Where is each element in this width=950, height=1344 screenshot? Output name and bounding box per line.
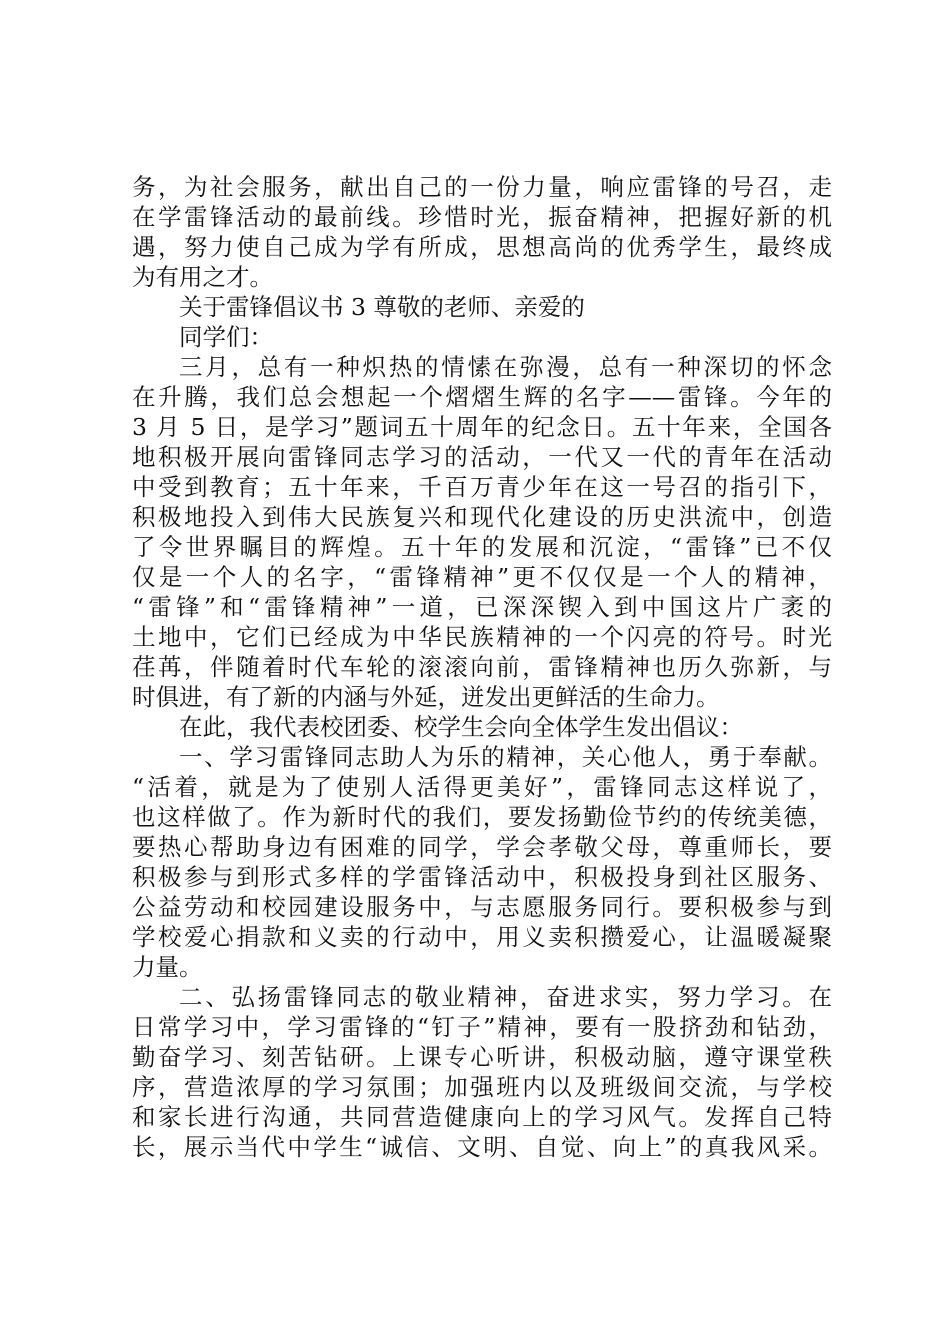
text-line: 为有用之才。 <box>132 263 273 291</box>
text-line: 时俱进，有了新的内涵与外延，迸发出更鲜活的生命力。 <box>132 683 720 711</box>
text-line: 序，营造浓厚的学习氛围；加强班内以及班级间交流，与学校 <box>132 1073 832 1101</box>
text-line: 务，为社会服务，献出自己的一份力量，响应雷锋的号召，走 <box>132 173 832 201</box>
text-line: 力量。 <box>132 953 203 981</box>
text-line: 遇，努力使自己成为学有所成，思想高尚的优秀学生，最终成 <box>132 233 832 261</box>
text-line: 了令世界瞩目的辉煌。五十年的发展和沉淀，“雷锋”已不仅 <box>132 533 832 561</box>
text-line: 中受到教育；五十年来，千百万青少年在这一号召的指引下， <box>132 473 832 501</box>
text-line: 积极地投入到伟大民族复兴和现代化建设的历史洪流中，创造 <box>132 503 832 531</box>
text-line: 荏苒，伴随着时代车轮的滚滚向前，雷锋精神也历久弥新，与 <box>132 653 832 681</box>
text-line: 一、学习雷锋同志助人为乐的精神，关心他人，勇于奉献。 <box>179 743 832 771</box>
text-line: 公益劳动和校园建设服务中，与志愿服务同行。要积极参与到 <box>132 893 832 921</box>
text-line: 也这样做了。作为新时代的我们，要发扬勤俭节约的传统美德， <box>132 803 832 831</box>
text-line: 3 月 5 日，是学习”题词五十周年的纪念日。五十年来，全国各 <box>132 413 832 441</box>
text-line: 在此，我代表校团委、校学生会向全体学生发出倡议： <box>179 713 743 741</box>
text-line: 学校爱心捐款和义卖的行动中，用义卖积攒爱心，让温暖凝聚 <box>132 923 832 951</box>
text-line: 要热心帮助身边有困难的同学，学会孝敬父母，尊重师长，要 <box>132 833 832 861</box>
text-line: “雷锋”和“雷锋精神”一道，已深深锲入到中国这片广袤的 <box>132 593 832 621</box>
text-line: 和家长进行沟通，共同营造健康向上的学习风气。发挥自己特 <box>132 1103 832 1131</box>
text-line: 三月，总有一种炽热的情愫在弥漫，总有一种深切的怀念 <box>179 353 832 381</box>
text-line: 土地中，它们已经成为中华民族精神的一个闪亮的符号。时光 <box>132 623 832 651</box>
text-line: 关于雷锋倡议书 3 尊敬的老师、亲爱的 <box>179 293 585 321</box>
text-line: 仅是一个人的名字，“雷锋精神”更不仅仅是一个人的精神， <box>132 563 832 591</box>
text-line: 勤奋学习、刻苦钻研。上课专心听讲，积极动脑，遵守课堂秩 <box>132 1043 832 1071</box>
document-page <box>132 172 832 1162</box>
text-line: 在升腾，我们总会想起一个熠熠生辉的名字——雷锋。今年的 <box>132 383 832 411</box>
text-line: 积极参与到形式多样的学雷锋活动中，积极投身到社区服务、 <box>132 863 832 891</box>
text-line: 在学雷锋活动的最前线。珍惜时光，振奋精神，把握好新的机 <box>132 203 832 231</box>
text-line: 日常学习中，学习雷锋的“钉子”精神，要有一股挤劲和钻劲， <box>132 1013 832 1041</box>
text-line: 地积极开展向雷锋同志学习的活动，一代又一代的青年在活动 <box>132 443 832 471</box>
text-line: 同学们： <box>179 323 273 351</box>
text-line: “活着，就是为了使别人活得更美好”，雷锋同志这样说了， <box>132 773 832 801</box>
text-line: 长，展示当代中学生“诚信、文明、自觉、向上”的真我风采。 <box>132 1133 832 1161</box>
text-line: 二、弘扬雷锋同志的敬业精神，奋进求实，努力学习。在 <box>179 983 832 1011</box>
